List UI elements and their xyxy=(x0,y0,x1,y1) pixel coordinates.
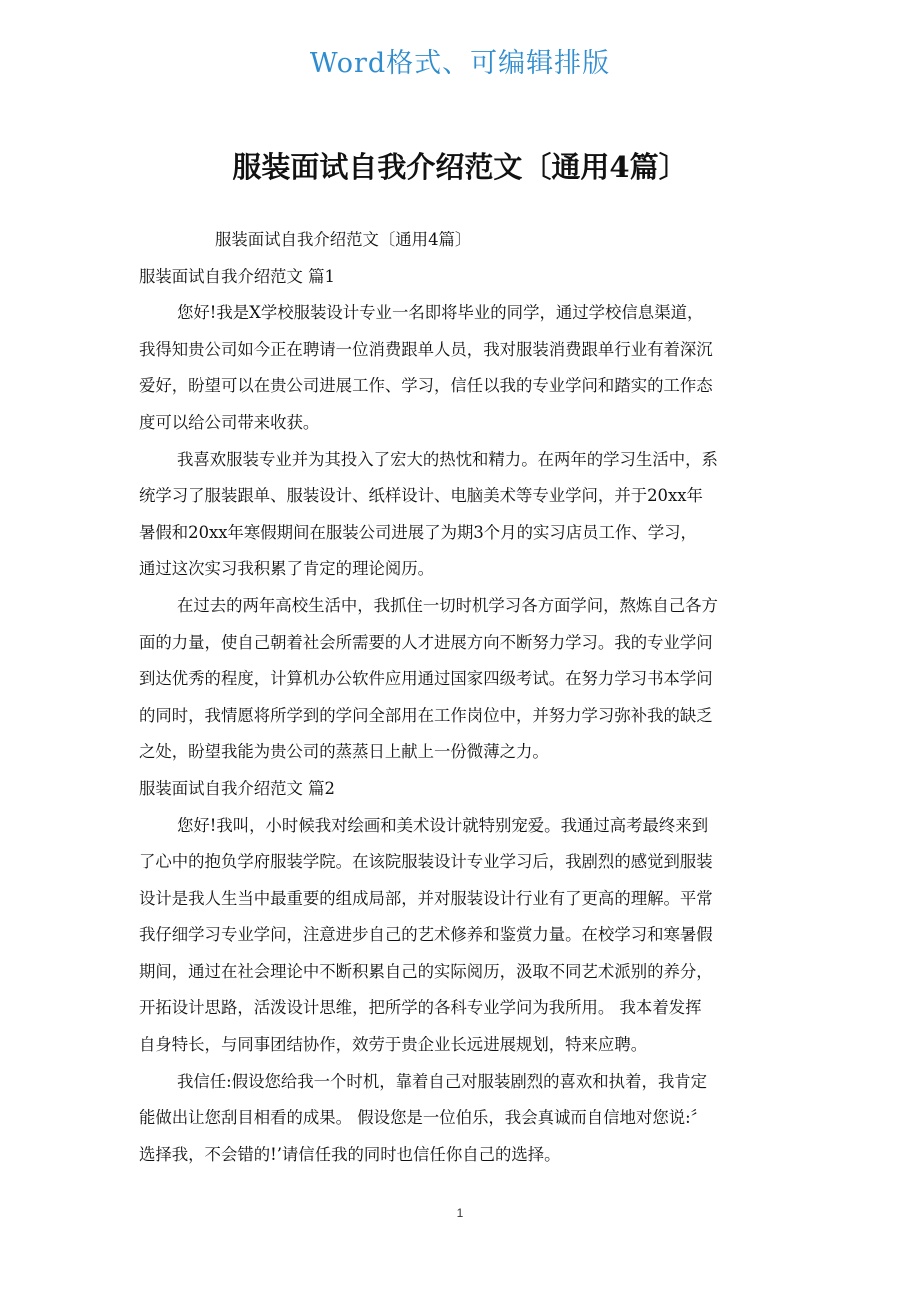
section-heading: 服装面试自我介绍范文 篇2 xyxy=(139,778,335,798)
text-line: 度可以给公司带来收获。 xyxy=(139,412,320,432)
text-line: 能做出让您刮目相看的成果。 假设您是一位伯乐，我会真诚而自信地对您说:〞 xyxy=(139,1108,708,1128)
text-line: 自身特长，与同事团结协作，效劳于贵企业长远进展规划，特来应聘。 xyxy=(139,1035,648,1055)
page-number: 1 xyxy=(456,1206,464,1220)
text-line: 了心中的抱负学府服装学院。在该院服装设计专业学习后，我剧烈的感觉到服装 xyxy=(139,852,713,872)
header-banner: Word格式、可编辑排版 xyxy=(309,48,611,79)
document-subtitle: 服装面试自我介绍范文〔通用4篇〕 xyxy=(215,230,472,249)
text-line: 面的力量，使自己朝着社会所需要的人才进展方向不断努力学习。我的专业学问 xyxy=(139,632,713,652)
text-line: 我信任:假设您给我一个时机，靠着自己对服装剧烈的喜欢和执着，我肯定 xyxy=(177,1071,708,1091)
text-line: 我仔细学习专业学问，注意进步自己的艺术修养和鉴赏力量。在校学习和寒暑假 xyxy=(139,925,713,945)
text-line: 的同时，我情愿将所学到的学问全部用在工作岗位中，并努力学习弥补我的缺乏 xyxy=(139,705,713,725)
text-line: 统学习了服装跟单、服装设计、纸样设计、电脑美术等专业学问，并于20xx年 xyxy=(139,486,703,506)
text-line: 设计是我人生当中最重要的组成局部，并对服装设计行业有了更高的理解。平常 xyxy=(139,888,713,908)
text-line: 之处，盼望我能为贵公司的蒸蒸日上献上一份微薄之力。 xyxy=(139,742,549,762)
paragraph-lines xyxy=(139,259,785,1174)
document-title: 服装面试自我介绍范文〔通用4篇〕 xyxy=(232,150,688,184)
text-line: 到达优秀的程度，计算机办公软件应用通过国家四级考试。在努力学习书本学问 xyxy=(139,669,713,689)
text-line: 开拓设计思路，活泼设计思维，把所学的各科专业学问为我所用。 我本着发挥 xyxy=(139,998,702,1018)
text-line: 我得知贵公司如今正在聘请一位消费跟单人员，我对服装消费跟单行业有着深沉 xyxy=(139,339,713,359)
text-line: 爱好，盼望可以在贵公司进展工作、学习，信任以我的专业学问和踏实的工作态 xyxy=(139,376,713,396)
text-line: 您好!我叫，小时候我对绘画和美术设计就特别宠爱。我通过高考最终来到 xyxy=(177,815,709,835)
document-body xyxy=(139,222,785,1173)
text-line: 通过这次实习我积累了肯定的理论阅历。 xyxy=(139,559,435,579)
section-heading: 服装面试自我介绍范文 篇1 xyxy=(139,266,335,286)
text-line: 我喜欢服装专业并为其投入了宏大的热忱和精力。在两年的学习生活中，系 xyxy=(177,449,718,469)
text-line: 暑假和20xx年寒假期间在服装公司进展了为期3个月的实习店员工作、学习， xyxy=(139,522,697,542)
text-line: 您好!我是X学校服装设计专业一名即将毕业的同学，通过学校信息渠道， xyxy=(177,303,704,323)
text-line: 期间，通过在社会理论中不断积累自己的实际阅历，汲取不同艺术派别的养分， xyxy=(139,961,713,981)
text-line: 选择我，不会错的!’请信任我的同时也信任你自己的选择。 xyxy=(139,1144,561,1164)
text-line: 在过去的两年高校生活中，我抓住一切时机学习各方面学问，熬炼自己各方 xyxy=(177,595,718,615)
